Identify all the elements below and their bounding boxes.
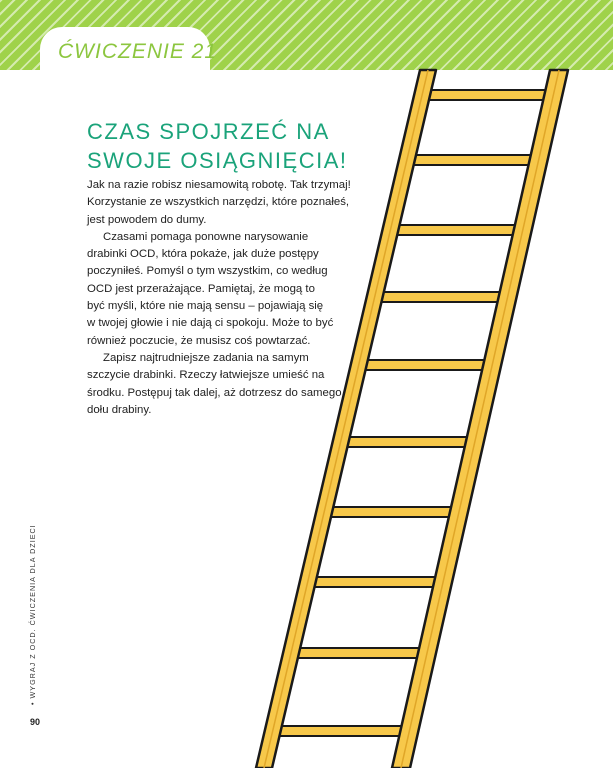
ladder-rung xyxy=(369,292,514,302)
body-line: być myśli, które nie mają sensu – pojawiają się xyxy=(87,300,324,313)
book-title-vertical: • WYGRAJ Z OCD. ĆWICZENIA DLA DZIECI xyxy=(28,524,37,705)
ladder-rung xyxy=(401,155,545,165)
heading-line-2: SWOJE OSIĄGNIĘCIA! xyxy=(87,148,348,173)
ladder-rung xyxy=(335,437,481,447)
body-line: Jak na razie robisz niesamowitą robotę. Tak trzymaj! xyxy=(87,179,351,191)
ladder-rung xyxy=(353,360,499,370)
ladder-rung xyxy=(416,90,559,100)
page-heading xyxy=(87,117,347,175)
body-line: Korzystanie ze wszystkich narzędzi, które poznałeś, xyxy=(87,196,350,209)
body-line: środku. Postępuj tak dalej, aż dotrzesz do samego xyxy=(87,386,342,399)
body-line: szczycie drabinki. Rzeczy łatwiejsze umieść na xyxy=(87,369,325,382)
page-number: 90 xyxy=(30,717,41,727)
body-line: dołu drabiny. xyxy=(87,403,152,416)
body-line: OCD jest przerażające. Pamiętaj, że mogą to xyxy=(87,282,315,295)
ladder-rung xyxy=(384,225,528,235)
body-line: drabinki OCD, która pokaże, jak duże postępy xyxy=(87,248,319,261)
body-text xyxy=(87,177,351,419)
ladder-rung xyxy=(302,577,449,587)
body-line: również poczucie, że musisz coś powtarzać. xyxy=(87,334,311,347)
body-line: jest powodem do dumy. xyxy=(87,213,207,226)
heading-line-1: CZAS SPOJRZEĆ NA xyxy=(87,119,330,144)
body-line: Zapisz najtrudniejsze zadania na samym xyxy=(103,351,309,364)
body-line: Czasami pomaga ponowne narysowanie xyxy=(103,230,309,243)
ladder-rung xyxy=(285,648,433,658)
ladder-rung xyxy=(267,726,416,736)
exercise-label: ĆWICZENIE 21 xyxy=(58,40,218,63)
ladder-right-rail xyxy=(392,70,568,768)
body-line: poczyniłeś. Pomyśl o tym wszystkim, co według xyxy=(87,265,328,278)
body-line: w twojej głowie i nie dają ci spokoju. Może to być xyxy=(87,317,334,330)
ladder-rung xyxy=(318,507,465,517)
